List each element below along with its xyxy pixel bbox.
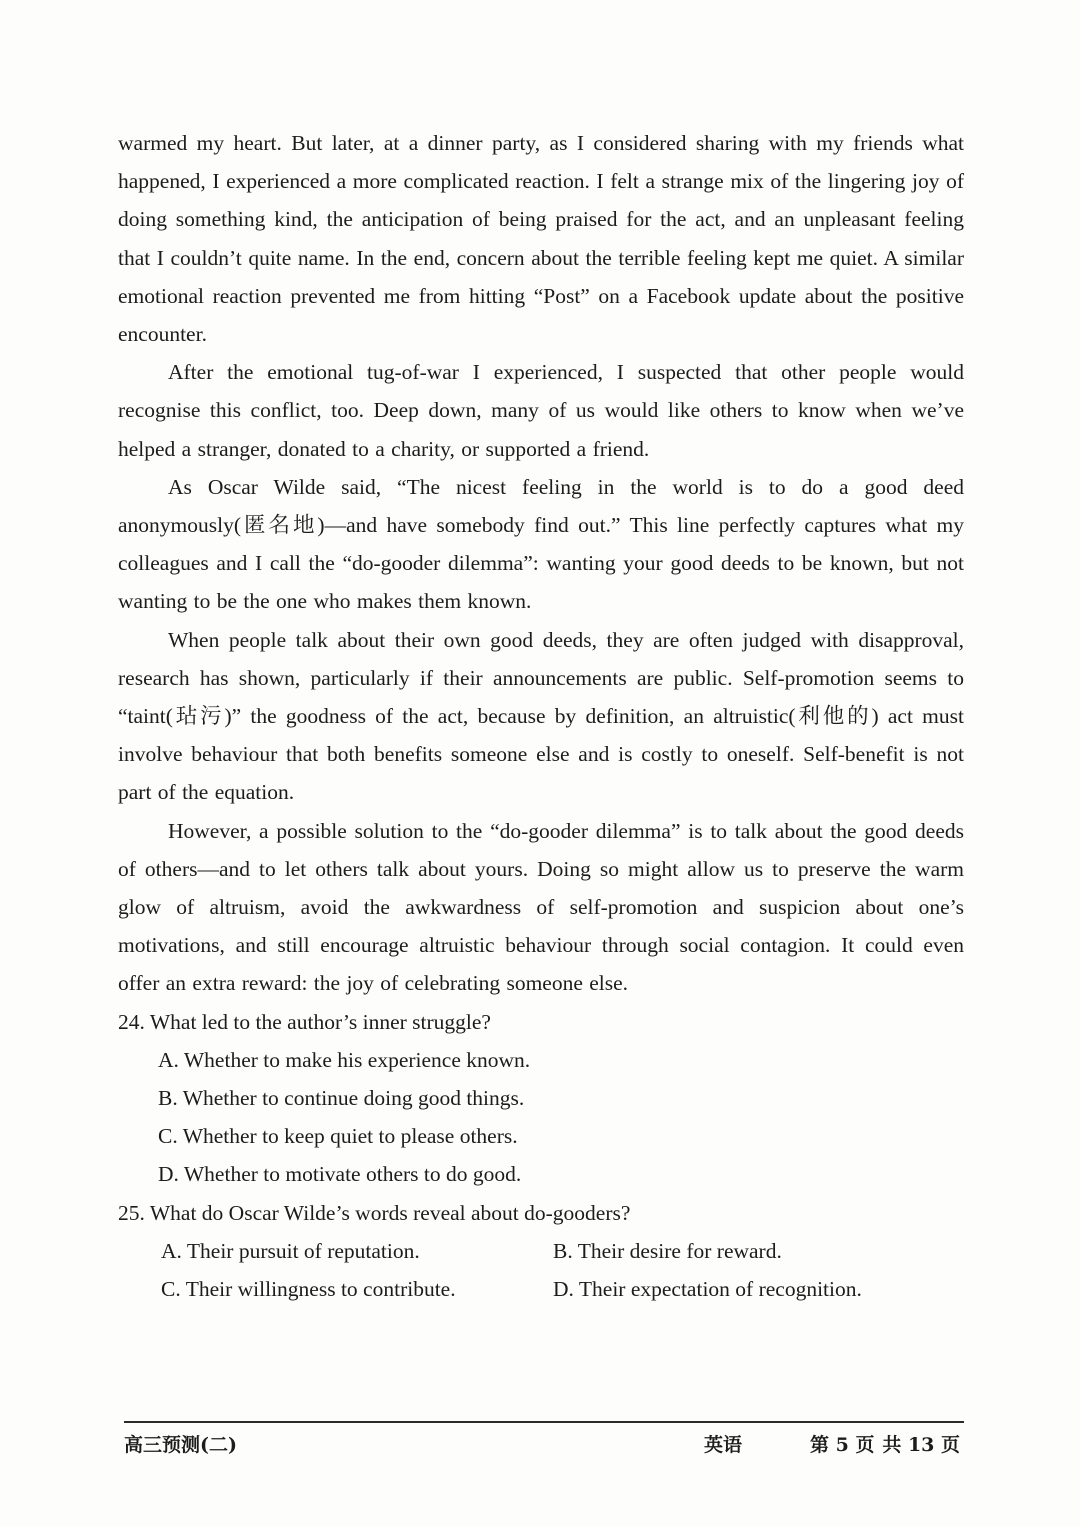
option-b: B. Their desire for reward. [553, 1238, 782, 1263]
option-b: B. Whether to continue doing good things. [158, 1086, 525, 1111]
page-number: 第 5 页 [810, 1434, 875, 1456]
subject-label: 英语 [704, 1434, 743, 1456]
option-c: C. Their willingness to contribute. [161, 1277, 456, 1302]
page-total: 共 13 页 [882, 1434, 960, 1456]
option-a: A. Whether to make his experience known. [158, 1047, 531, 1072]
passage-paragraph-1: warmed my heart. But later, at a dinner party, as I considered sharing with my friends what happened, I experienced a more complicated reaction. I felt a strange mix of the lingering joy of doing something kind, the anticipation of being praised for the act, and an unpleasant feeling that I couldn’t quite name. In the end, concern about the terrible feeling kept me quiet. A similar emotional reaction prevented me from hitting “Post” on a Facebook update about the positive encounter. [118, 131, 964, 347]
option-d: D. Their expectation of recognition. [553, 1277, 862, 1302]
option-grid [118, 1232, 964, 1308]
exam-name: 高三预测(二) [124, 1434, 237, 1456]
page-footer [124, 1430, 964, 1460]
question-stem: 25. What do Oscar Wilde’s words reveal about do-gooders? [118, 1200, 631, 1225]
passage-paragraph-5: However, a possible solution to the “do-gooder dilemma” is to talk about the good deeds of others—and to let others talk about yours. Doing so might allow us to preserve the warm glow of altruism, avoid the awkwardness of self-promotion and suspicion about one’s motivations, and still encourage altruistic behaviour through social contagion. It could even offer an extra reward: the joy of celebrating someone else. [118, 818, 964, 996]
option-a: A. Their pursuit of reputation. [161, 1238, 420, 1263]
passage-paragraph-2: After the emotional tug-of-war I experienced, I suspected that other people would recognise this conflict, too. Deep down, many of us would like others to know when we’ve helped a stranger, donated to a charity, or supported a friend. [118, 360, 964, 461]
passage-paragraph-4: When people talk about their own good deeds, they are often judged with disapproval, research has shown, particularly if their announcements are public. Self-promotion seems to “taint(玷污)” the goodness of the act, because by definition, an altruistic(利他的) act must involve behaviour that both benefits someone else and is costly to oneself. Self-benefit is not part of the equation. [118, 627, 964, 805]
option-c: C. Whether to keep quiet to please others. [158, 1124, 518, 1149]
option-list [118, 1041, 964, 1194]
passage-paragraph-3: As Oscar Wilde said, “The nicest feeling in the world is to do a good deed anonymously(匿名地)—and have somebody find out.” This line perfectly captures what my colleagues and I call the “do-gooder dilemma”: wanting your good deeds to be known, but not wanting to be the one who makes them known. [118, 474, 964, 614]
question-25 [118, 1194, 964, 1309]
option-d: D. Whether to motivate others to do good. [158, 1162, 522, 1187]
footer-divider [124, 1421, 964, 1423]
exam-page [118, 124, 964, 1308]
question-stem: 24. What led to the author’s inner struggle? [118, 1009, 491, 1034]
question-24 [118, 1003, 964, 1194]
